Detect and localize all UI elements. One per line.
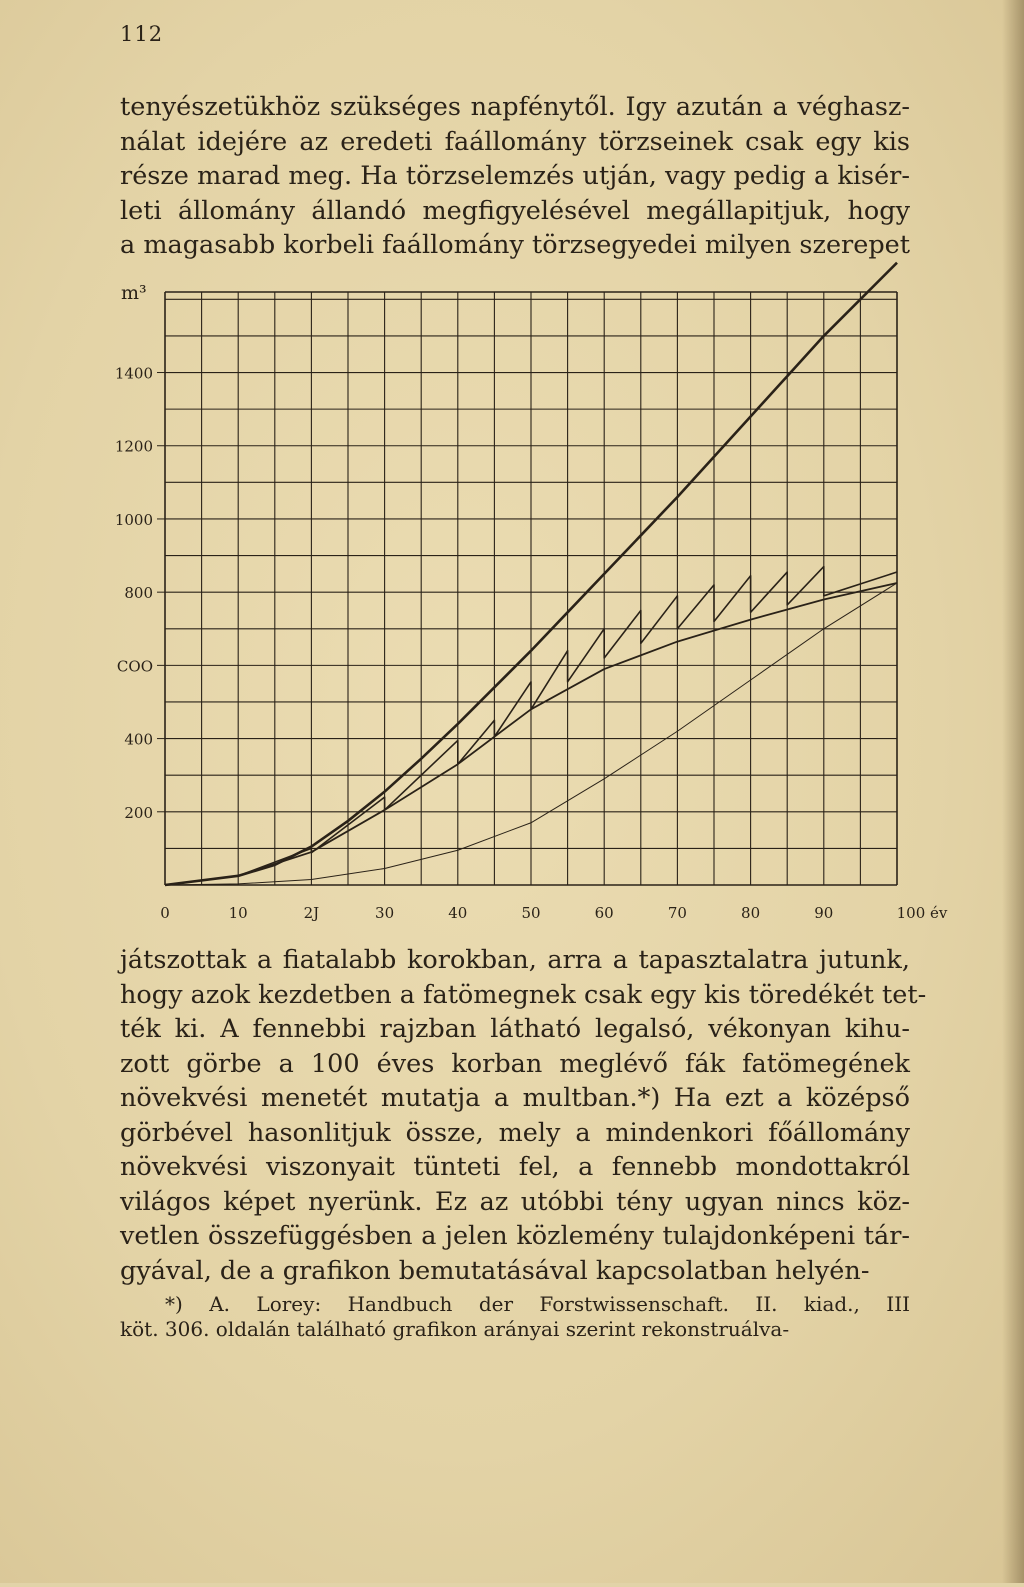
x-tick-label: 30 bbox=[375, 904, 395, 922]
text-line: zott görbe a 100 éves korban meglévő fák fatömegének bbox=[120, 1048, 910, 1079]
page-number: 112 bbox=[120, 22, 164, 46]
y-tick-label: COO bbox=[116, 657, 153, 676]
x-tick-label: 2J bbox=[303, 904, 320, 922]
paragraph-bottom bbox=[120, 943, 927, 1288]
x-tick-label: 40 bbox=[448, 904, 468, 922]
y-axis-unit-label: m³ bbox=[121, 282, 147, 304]
text-line: hogy azok kezdetben a fatömegnek csak egy kis töredékét tet- bbox=[120, 979, 927, 1010]
x-tick-label: 100 év bbox=[896, 904, 948, 922]
text-line: a magasabb korbeli faállomány törzsegyedei milyen szerepet bbox=[120, 230, 910, 260]
text-line: ték ki. A fennebbi rajzban látható legalsó, vékonyan kihu- bbox=[120, 1014, 910, 1044]
text-line: nálat idejére az eredeti faállomány törzseinek csak egy kis bbox=[120, 126, 910, 157]
footnote-line: köt. 306. oldalán található grafikon arányai szerint rekonstruálva- bbox=[120, 1317, 790, 1341]
footnote bbox=[120, 1292, 910, 1342]
text-line: játszottak a fiatalabb korokban, arra a tapasztalatra jutunk, bbox=[120, 945, 910, 975]
text-line: része marad meg. Ha törzselemzés utján, vagy pedig a kisér- bbox=[120, 161, 910, 191]
x-tick-label: 90 bbox=[814, 904, 834, 922]
x-tick-label: 50 bbox=[521, 904, 541, 922]
x-tick-label: 0 bbox=[160, 904, 170, 922]
y-tick-label: 1400 bbox=[114, 364, 153, 383]
footnote-line: *) A. Lorey: Handbuch der Forstwissenschaft. II. kiad., III bbox=[165, 1292, 910, 1316]
text-line: vetlen összefüggésben a jelen közlemény tulajdonképeni tár- bbox=[120, 1221, 910, 1251]
text-line: növekvési viszonyait tünteti fel, a fennebb mondottakról bbox=[120, 1152, 910, 1182]
text-line: világos képet nyerünk. Ez az utóbbi tény ugyan nincs köz- bbox=[120, 1186, 910, 1217]
text-line: tenyészetükhöz szükséges napfénytől. Igy azután a véghasz- bbox=[120, 92, 910, 122]
text-line: gyával, de a grafikon bemutatásával kapcsolatban helyén- bbox=[120, 1255, 870, 1286]
x-tick-label: 70 bbox=[667, 904, 687, 922]
y-tick-label: 800 bbox=[124, 584, 153, 603]
x-tick-label: 10 bbox=[228, 904, 248, 922]
y-tick-label: 1000 bbox=[114, 510, 153, 529]
x-tick-label: 80 bbox=[741, 904, 761, 922]
y-tick-label: 1200 bbox=[114, 437, 153, 456]
y-tick-label: 200 bbox=[124, 803, 153, 822]
text-line: görbével hasonlitjuk össze, mely a mindenkori főállomány bbox=[120, 1117, 910, 1148]
paragraph-top bbox=[120, 90, 910, 263]
text-line: leti állomány állandó megfigyelésével megállapitjuk, hogy bbox=[120, 195, 910, 226]
y-tick-label: 400 bbox=[124, 730, 153, 749]
page-edge-shadow bbox=[1002, 0, 1024, 1583]
x-tick-label: 60 bbox=[594, 904, 614, 922]
text-line: növekvési menetét mutatja a multban.*) Ha ezt a középső bbox=[120, 1083, 910, 1113]
